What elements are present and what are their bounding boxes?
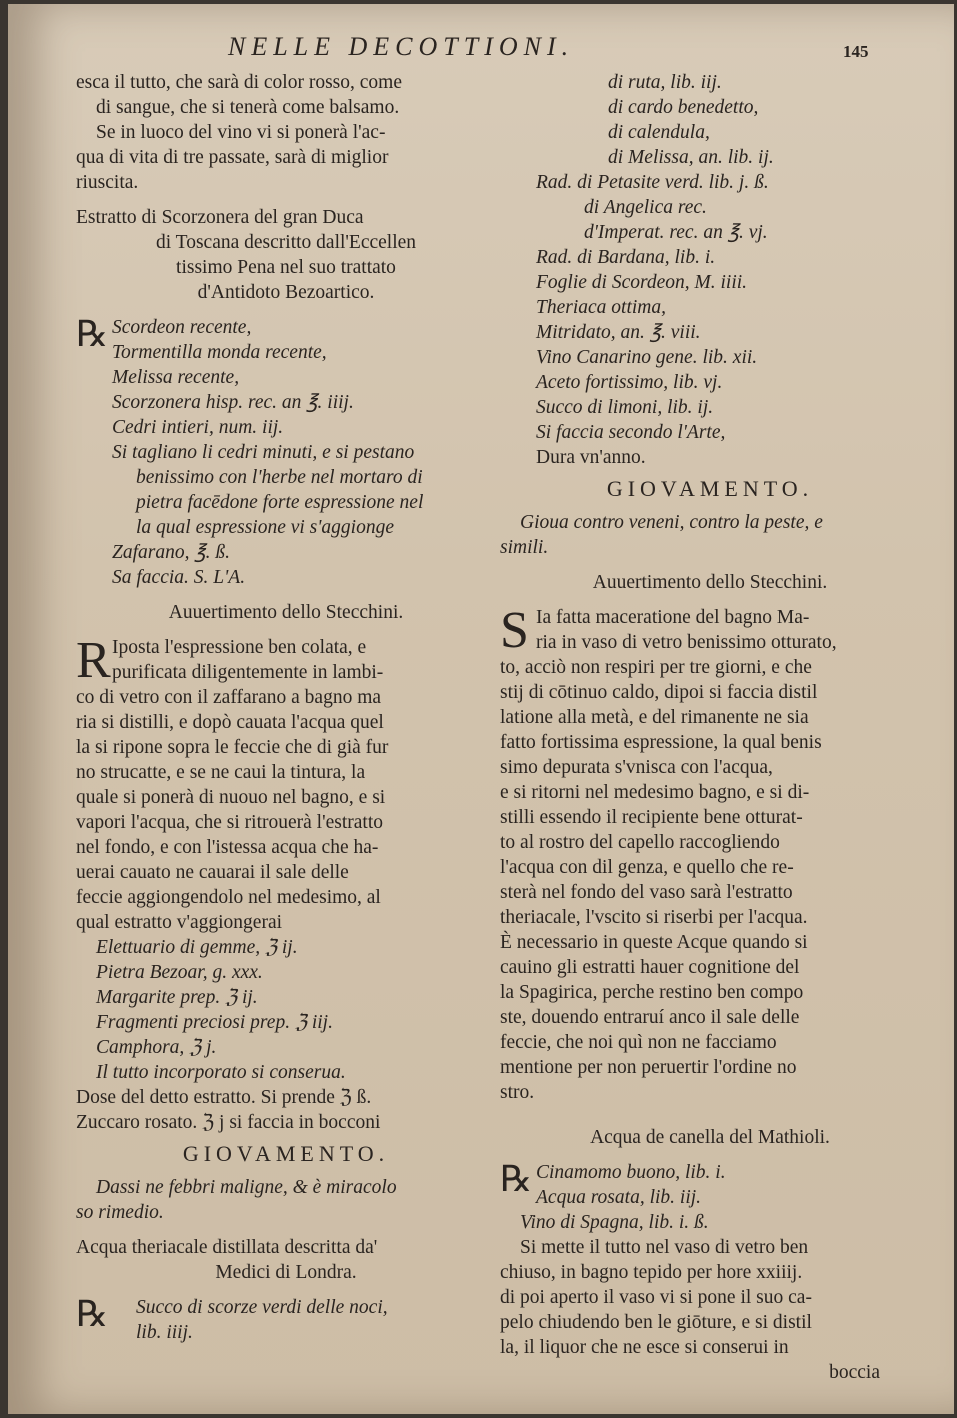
text-line: Iposta l'espressione ben colata, e <box>112 637 367 658</box>
text-line: esca il tutto, che sarà di color rosso, come <box>76 72 402 93</box>
catchword: boccia <box>829 1362 880 1383</box>
recipe-canella <box>500 1160 920 1235</box>
text-line: ria in vaso di vetro benissimo otturato, <box>536 632 837 653</box>
ingredient-line: Mitridato, an. ℥. viii. <box>536 322 701 343</box>
ingredient-line: lib. iiij. <box>136 1322 193 1343</box>
ingredient-line: di ruta, lib. iij. <box>608 72 722 93</box>
giovamento-heading: GIOVAMENTO. <box>182 1141 390 1166</box>
text-line: mentione per non peruertir l'ordine no <box>500 1057 797 1078</box>
text-line: uerai cauato ne cauarai il sale delle <box>76 862 349 883</box>
text-line: stij di cōtinuo caldo, dipoi si faccia distil <box>500 682 818 703</box>
text-line: la, il liquor che ne esce si conserui in <box>500 1337 789 1358</box>
ingredient-line: di Melissa, an. lib. ij. <box>608 147 774 168</box>
avvertimento-paragraph <box>76 632 496 935</box>
text-line: nel fondo, e con l'istessa acqua che ha- <box>76 837 379 858</box>
ingredient-line: Scorzonera hisp. rec. an ℥. iiij. <box>112 392 354 413</box>
text-line: ste, douendo entraruí anco il sale delle <box>500 1007 800 1028</box>
drop-cap: R <box>76 632 111 689</box>
ingredient-line: Acqua rosata, lib. iij. <box>536 1187 702 1208</box>
ingredient-line: Foglie di Scordeon, M. iiii. <box>536 272 748 293</box>
ingredient-line: Rad. di Petasite verd. lib. j. ß. <box>536 172 769 193</box>
text-line: di poi aperto il vaso vi si pone il suo ca- <box>500 1287 812 1308</box>
text-line: simili. <box>500 537 549 558</box>
text-line: di sangue, che si tenerà come balsamo. <box>96 97 400 118</box>
text-line: stilli essendo il recipiente bene otturat- <box>500 807 803 828</box>
ingredient-line: Scordeon recente, <box>112 317 252 338</box>
page-header <box>8 32 954 68</box>
dose-line: Zuccaro rosato. ℨ j si faccia in bocconi <box>76 1112 381 1133</box>
ingredient-line: Theriaca ottima, <box>536 297 666 318</box>
text-line: to al rostro del capello raccogliendo <box>500 832 780 853</box>
recipe-continued <box>500 70 920 470</box>
giovamento-heading: GIOVAMENTO. <box>606 476 814 501</box>
ingredient-line: Elettuario di gemme, ℨ ij. <box>96 937 298 958</box>
instruction-line: Sa faccia. S. L'A. <box>112 567 246 588</box>
instruction-line: pietra facēdone forte espressione nel <box>136 492 424 513</box>
title-line: Medici di Londra. <box>215 1262 357 1283</box>
text-line: la Spagirica, perche restino ben compo <box>500 982 804 1003</box>
title-line: di Toscana descritto dall'Eccellen <box>155 232 417 253</box>
text-line: qua di vita di tre passate, sarà di miglior <box>76 147 389 168</box>
text-line: latione alla metà, e del rimanente ne sia <box>500 707 809 728</box>
ingredient-line: Margarite prep. ℨ ij. <box>96 987 258 1008</box>
text-line: Dassi ne febbri maligne, & è miracolo <box>96 1177 397 1198</box>
text-line: chiuso, in bagno tepido per hore xxiiij. <box>500 1262 803 1283</box>
ingredient-line: Tormentilla monda recente, <box>112 342 327 363</box>
text-line: feccie aggiongendolo nel medesimo, al <box>76 887 381 908</box>
text-line: to, acciò non respiri per tre giorni, e che <box>500 657 812 678</box>
ingredient-line: d'Imperat. rec. an ℥. vj. <box>584 222 768 243</box>
text-line: vapori l'acqua, che si ritrouerà l'estratto <box>76 812 383 833</box>
recipe-symbol-icon: ℞ <box>76 314 109 355</box>
text-line: Si mette il tutto nel vaso di vetro ben <box>520 1237 809 1258</box>
ingredient-line: Melissa recente, <box>112 367 240 388</box>
running-head: NELLE DECOTTIONI. <box>228 32 575 61</box>
ingredient-line: Rad. di Bardana, lib. i. <box>536 247 716 268</box>
recipe-gemme <box>76 935 496 1085</box>
recipe-symbol-icon: ℞ <box>76 1294 109 1335</box>
title-line: d'Antidoto Bezoartico. <box>197 282 375 303</box>
text-line: qual estratto v'aggiongerai <box>76 912 283 933</box>
ingredient-line: di calendula, <box>608 122 710 143</box>
avvertimento-paragraph <box>500 602 920 1105</box>
instruction-line: Dura vn'anno. <box>536 447 646 468</box>
instruction-line: Il tutto incorporato si conserua. <box>96 1062 346 1083</box>
text-line: cauino gli estratti hauer cognitione del <box>500 957 800 978</box>
ingredient-line: Pietra Bezoar, g. xxx. <box>96 962 263 983</box>
ingredient-line: Aceto fortissimo, lib. vj. <box>536 372 723 393</box>
title-line: Estratto di Scorzonera del gran Duca <box>76 207 364 228</box>
text-line: e si ritorni nel medesimo bagno, e si di- <box>500 782 810 803</box>
opening-paragraph <box>76 70 496 195</box>
text-line: Gioua contro veneni, contro la peste, e <box>520 512 823 533</box>
ingredient-line: Vino di Spagna, lib. i. ß. <box>520 1212 709 1233</box>
book-page <box>8 4 954 1414</box>
text-line: simo depurata s'vnisca con l'acqua, <box>500 757 773 778</box>
page-number: 145 <box>843 42 869 61</box>
text-line: sterà nel fondo del vaso sarà l'estratto <box>500 882 793 903</box>
avvertimento-title: Auuertimento dello Stecchini. <box>168 602 404 623</box>
ingredient-line: Camphora, ℨ j. <box>96 1037 217 1058</box>
ingredient-line: di cardo benedetto, <box>608 97 759 118</box>
text-line: purificata diligentemente in lambi- <box>112 662 384 683</box>
avvertimento-title: Auuertimento dello Stecchini. <box>592 572 828 593</box>
text-line: quale si ponerà di nuouo nel bagno, e si <box>76 787 386 808</box>
text-line: ria si distilli, e dopò cauata l'acqua quel <box>76 712 384 733</box>
text-line: no strucatte, e se ne caui la tintura, la <box>76 762 366 783</box>
ingredient-line: di Angelica rec. <box>584 197 707 218</box>
text-line: la si ripone sopra le feccie che di già fur <box>76 737 389 758</box>
instruction-line: Si faccia secondo l'Arte, <box>536 422 726 443</box>
right-column <box>500 70 920 1385</box>
text-line: Ia fatta maceratione del bagno Ma- <box>536 607 810 628</box>
recipe-theriacale <box>76 1295 496 1345</box>
ingredient-line: Cedri intieri, num. iij. <box>112 417 284 438</box>
instruction-line: Si tagliano li cedri minuti, e si pestano <box>112 442 415 463</box>
ingredient-line: Cinamomo buono, lib. i. <box>536 1162 726 1183</box>
text-line: theriacale, l'vscito si riserbi per l'acqua. <box>500 907 808 928</box>
ingredient-line: Zafarano, ℥. ß. <box>112 542 230 563</box>
drop-cap: S <box>500 602 529 659</box>
text-line: riuscita. <box>76 172 139 193</box>
final-paragraph <box>500 1235 920 1360</box>
ingredient-line: Vino Canarino gene. lib. xii. <box>536 347 758 368</box>
section-title-canella: Acqua de canella del Mathioli. <box>590 1127 830 1148</box>
left-column <box>76 70 496 1345</box>
dose-line: Dose del detto estratto. Si prende ℨ ß. <box>76 1087 372 1108</box>
text-line: pelo chiudendo ben le giōture, e si distil <box>500 1312 812 1333</box>
title-line: Acqua theriacale distillata descritta da' <box>76 1237 378 1258</box>
text-line: Se in luoco del vino vi si ponerà l'ac- <box>96 122 386 143</box>
text-line: l'acqua con dil genza, e quello che re- <box>500 857 794 878</box>
recipe-symbol-icon: ℞ <box>500 1159 533 1200</box>
text-line: stro. <box>500 1082 535 1103</box>
instruction-line: benissimo con l'herbe nel mortaro di <box>136 467 423 488</box>
title-line: tissimo Pena nel suo trattato <box>176 257 396 278</box>
text-line: so rimedio. <box>76 1202 164 1223</box>
text-line: feccie, che noi quì non ne facciamo <box>500 1032 777 1053</box>
section-title-scorzonera <box>76 205 496 305</box>
ingredient-line: Succo di scorze verdi delle noci, <box>136 1297 388 1318</box>
ingredient-line: Succo di limoni, lib. ij. <box>536 397 714 418</box>
recipe-scorzonera <box>76 315 496 590</box>
text-line: fatto fortissima espressione, la qual benis <box>500 732 822 753</box>
ingredient-line: Fragmenti preciosi prep. ℨ iij. <box>96 1012 333 1033</box>
text-line: co di vetro con il zaffarano a bagno ma <box>76 687 382 708</box>
text-line: È necessario in queste Acque quando si <box>500 932 808 953</box>
instruction-line: la qual espressione vi s'aggionge <box>136 517 395 538</box>
